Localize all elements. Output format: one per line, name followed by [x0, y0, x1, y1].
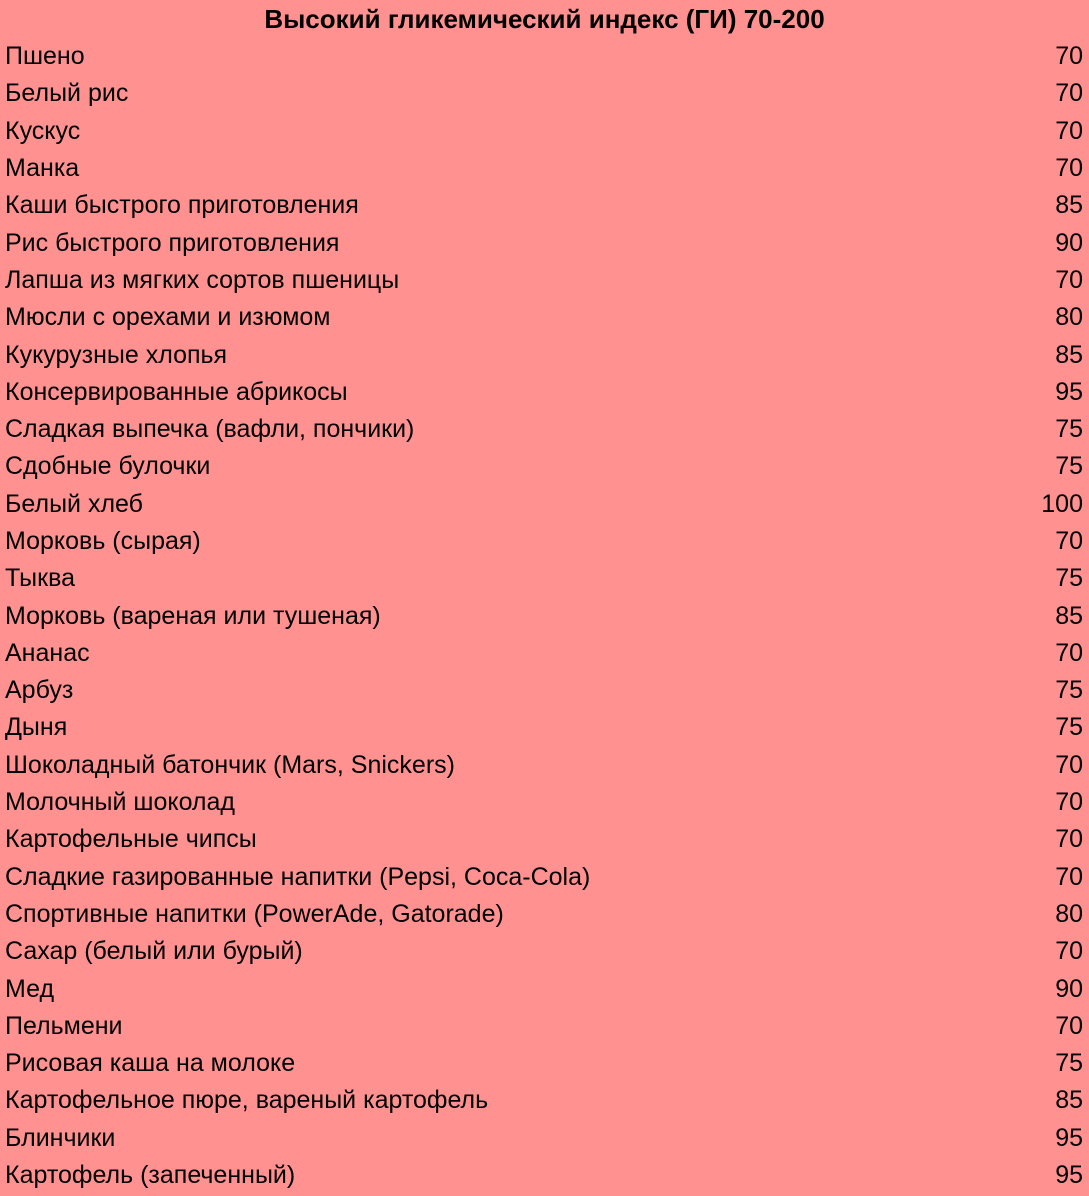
table-row: [0, 1008, 1089, 1045]
table-row: [0, 411, 1089, 448]
product-name: Пшено: [5, 42, 85, 71]
product-name: Кукурузные хлопья: [5, 340, 228, 369]
product-name: Белый рис: [5, 79, 129, 108]
table-row: [0, 187, 1089, 224]
product-name: Манка: [5, 154, 80, 183]
product-name: Рисовая каша на молоке: [5, 1049, 296, 1078]
table-row: [0, 635, 1089, 672]
table-row: [0, 970, 1089, 1007]
product-name: Картофель (запеченный): [5, 1161, 296, 1190]
gi-value: 80: [1055, 899, 1083, 928]
gi-value: 70: [1055, 788, 1083, 817]
gi-value: 75: [1055, 713, 1083, 742]
product-name: Ананас: [5, 638, 90, 667]
gi-value: 70: [1055, 1011, 1083, 1040]
table-rows: [0, 38, 1089, 1194]
product-name: Лапша из мягких сортов пшеницы: [5, 265, 400, 294]
table-row: [0, 560, 1089, 597]
table-row: [0, 672, 1089, 709]
table-title: Высокий гликемический индекс (ГИ) 70-200: [264, 4, 825, 34]
gi-value: 85: [1055, 191, 1083, 220]
table-row: [0, 784, 1089, 821]
table-row: [0, 523, 1089, 560]
gi-value: 70: [1055, 154, 1083, 183]
gi-value: 75: [1055, 452, 1083, 481]
table-row: [0, 75, 1089, 112]
product-name: Сладкая выпечка (вафли, пончики): [5, 415, 415, 444]
table-row: [0, 38, 1089, 75]
product-name: Спортивные напитки (PowerAde, Gatorade): [5, 899, 504, 928]
table-row: [0, 709, 1089, 746]
table-row: [0, 1082, 1089, 1119]
product-name: Арбуз: [5, 676, 74, 705]
product-name: Картофельное пюре, вареный картофель: [5, 1086, 489, 1115]
gi-value: 70: [1055, 116, 1083, 145]
table-row: [0, 374, 1089, 411]
gi-value: 100: [1041, 489, 1083, 518]
product-name: Пельмени: [5, 1011, 123, 1040]
gi-value: 95: [1055, 377, 1083, 406]
table-row: [0, 299, 1089, 336]
gi-value: 70: [1055, 937, 1083, 966]
table-row: [0, 113, 1089, 150]
gi-value: 90: [1055, 228, 1083, 257]
table-row: [0, 747, 1089, 784]
table-row: [0, 1157, 1089, 1194]
gi-value: 70: [1055, 527, 1083, 555]
product-name: Блинчики: [5, 1123, 116, 1152]
product-name: Шоколадный батончик (Mars, Snickers): [5, 750, 455, 779]
gi-value: 85: [1055, 1086, 1083, 1115]
gi-value: 85: [1055, 601, 1083, 630]
table-row: [0, 933, 1089, 970]
gi-value: 70: [1055, 638, 1083, 667]
product-name: Сахар (белый или бурый): [5, 937, 303, 966]
table-row: [0, 448, 1089, 485]
table-row: [0, 336, 1089, 373]
product-name: Картофельные чипсы: [5, 825, 257, 854]
table-row: [0, 486, 1089, 523]
product-name: Консервированные абрикосы: [5, 377, 348, 406]
gi-value: 70: [1055, 79, 1083, 108]
gi-value: 70: [1055, 750, 1083, 779]
table-row: [0, 597, 1089, 634]
table-row: [0, 150, 1089, 187]
product-name: Каши быстрого приготовления: [5, 191, 359, 220]
gi-value: 95: [1055, 1161, 1083, 1190]
gi-value: 80: [1055, 303, 1083, 332]
gi-value: 70: [1055, 862, 1083, 891]
table-row: [0, 821, 1089, 858]
product-name: Молочный шоколад: [5, 788, 236, 817]
gi-value: 85: [1055, 340, 1083, 369]
gi-value: 75: [1055, 564, 1083, 593]
gi-value: 90: [1055, 974, 1083, 1003]
table-row: [0, 262, 1089, 299]
table-row: [0, 896, 1089, 933]
gi-value: 95: [1055, 1123, 1083, 1152]
product-name: Белый хлеб: [5, 489, 143, 518]
table-row: [0, 1120, 1089, 1157]
product-name: Сладкие газированные напитки (Pepsi, Coca-Cola): [5, 862, 591, 891]
gi-value: 70: [1055, 265, 1083, 294]
table-row: [0, 224, 1089, 261]
gi-value: 70: [1055, 825, 1083, 854]
product-name: Морковь (сырая): [5, 527, 201, 555]
product-name: Мед: [5, 974, 55, 1003]
gi-value: 70: [1055, 42, 1083, 71]
product-name: Рис быстрого приготовления: [5, 228, 340, 257]
gi-value: 75: [1055, 415, 1083, 444]
product-name: Дыня: [5, 713, 68, 742]
product-name: Сдобные булочки: [5, 452, 211, 481]
table-row: [0, 1045, 1089, 1082]
product-name: Тыква: [5, 564, 75, 593]
table-row: [0, 859, 1089, 896]
product-name: Мюсли с орехами и изюмом: [5, 303, 331, 332]
gi-value: 75: [1055, 676, 1083, 705]
product-name: Морковь (вареная или тушеная): [5, 601, 381, 630]
product-name: Кускус: [5, 116, 81, 145]
gi-value: 75: [1055, 1049, 1083, 1078]
